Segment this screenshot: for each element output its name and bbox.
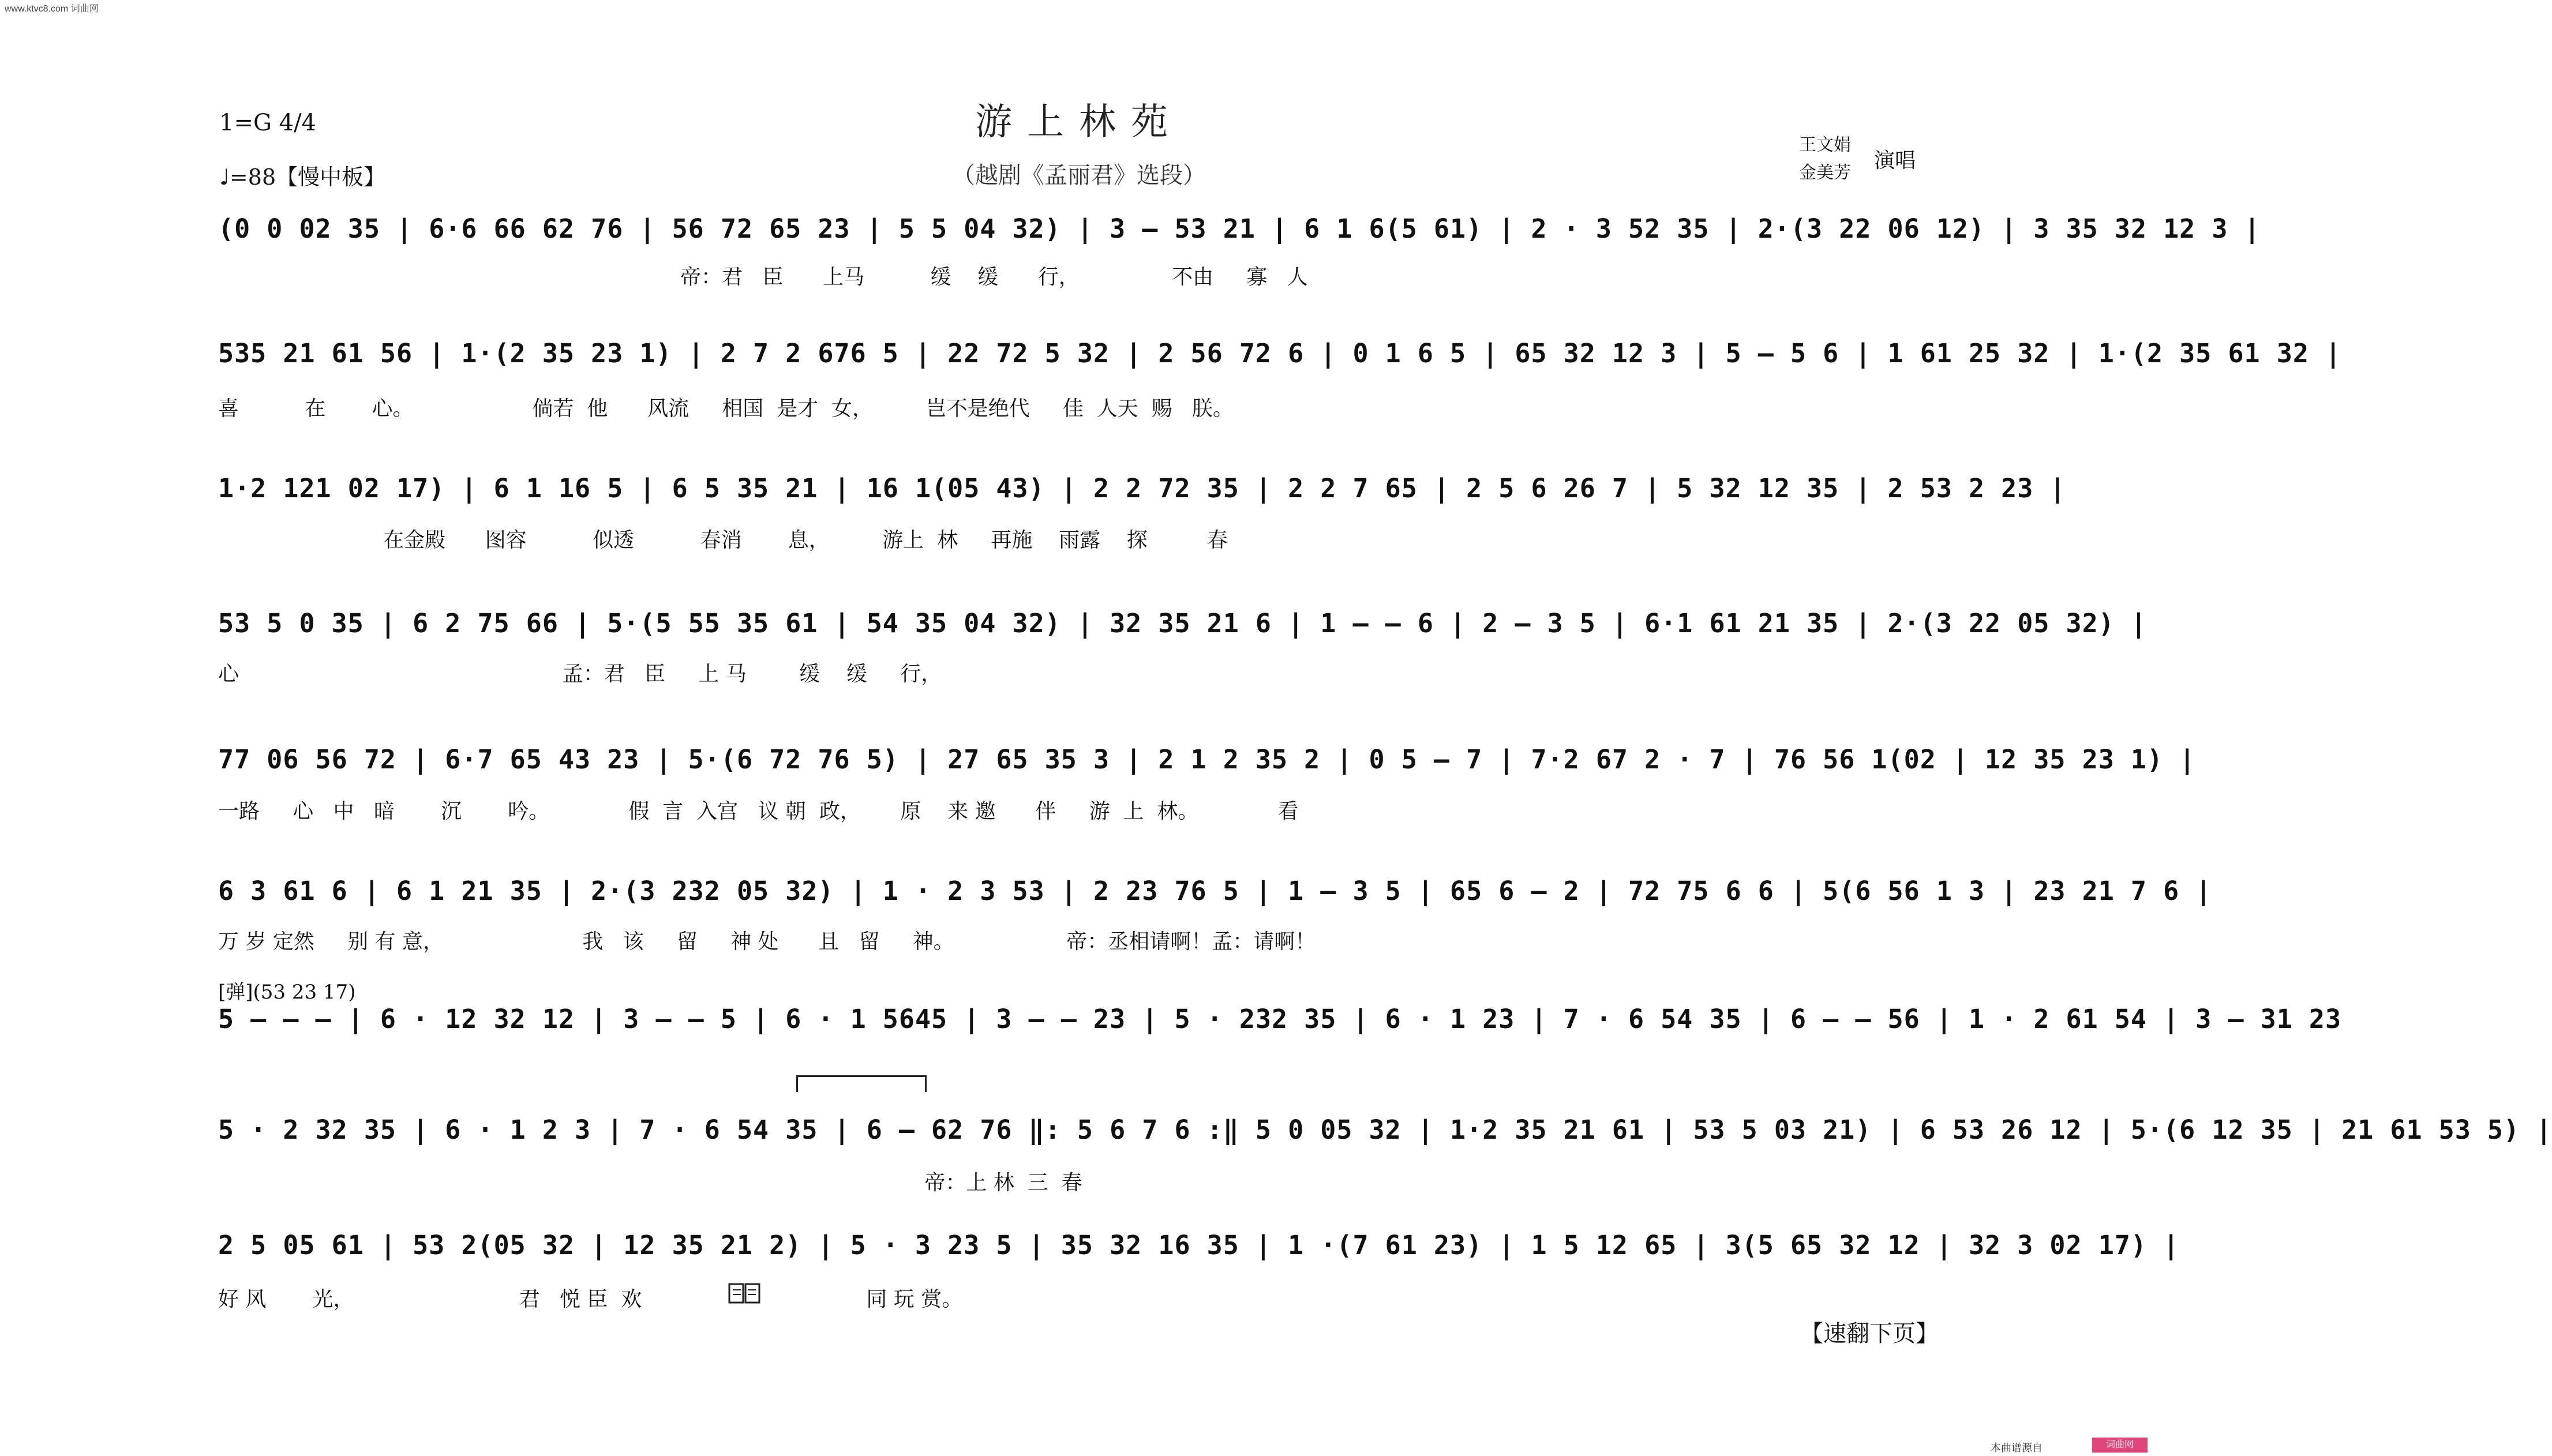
site-watermark: www.ktvc8.com 词曲网 bbox=[5, 4, 99, 14]
score-line-6: 6 3 61 6 | 6 1 21 35 | 2·(3 232 05 32) | 1 · 2 3 53 | 2 23 76 5 | 1 – 3 5 | 65 6 – 2 | 72 75 6 6 | 5(6 56 1 3 | 23 21 7 6 | bbox=[218, 876, 2212, 906]
key-signature: 1=G 4/4 bbox=[219, 110, 317, 136]
singer-1: 王文娟 bbox=[1799, 136, 1851, 155]
lyric-line-3: 在金殿 图容 似透 春消 息， 游上 林 再施 雨露 探 春 bbox=[218, 528, 1228, 552]
lyric-line-2: 喜 在 心。 倘若 他 风流 相国 是才 女， 岂不是绝代 佳 人天 赐 朕。 bbox=[218, 397, 1234, 421]
lyric-line-9: 好 风 光， 君 悦 臣 欢 同 玩 赏。 bbox=[218, 1288, 963, 1311]
score-line-2: 535 21 61 56 | 1·(2 35 23 1) | 2 7 2 676 5 | 22 72 5 32 | 2 56 72 6 | 0 1 6 5 | 65 32 12 3 | 5 – 5 6 | 1 61 25 32 | 1·(2 35 61 32 | bbox=[218, 338, 2342, 369]
score-line-5: 77 06 56 72 | 6·7 65 43 23 | 5·(6 72 76 5) | 27 65 35 3 | 2 1 2 35 2 | 0 5 – 7 | 7·2 67 2 · 7 | 76 56 1(02 | 12 35 23 1) | bbox=[218, 744, 2196, 775]
song-title: 游上林苑 bbox=[975, 101, 1183, 144]
score-line-3: 1·2 121 02 17) | 6 1 16 5 | 6 5 35 21 | 16 1(05 43) | 2 2 72 35 | 2 2 7 65 | 2 5 6 26 7 | 5 32 12 35 | 2 53 2 23 | bbox=[218, 473, 2066, 504]
score-line-8: 5 · 2 32 35 | 6 · 1 2 3 | 7 · 6 54 35 | 6 – 62 76 ‖: 5 6 7 6 :‖ 5 0 05 32 | 1·2 35 21 61 | 53 5 03 21) | 6 53 26 12 | 5·(6 12 35 | 21 61 53 5) | bbox=[218, 1114, 2552, 1145]
lyric-line-5: 一路 心 中 暗 沉 吟。 假 言 入宫 议 朝 政， 原 来 邀 伴 游 上 林。 看 bbox=[218, 800, 1299, 823]
next-page-note: 【速翻下页】 bbox=[1800, 1320, 1939, 1347]
book-icon bbox=[728, 1282, 760, 1305]
lyric-line-8: 帝：上 林 三 春 bbox=[218, 1171, 1082, 1195]
lyric-line-6: 万 岁 定然 别 有 意， 我 该 留 神 处 且 留 神。 帝：丞相请啊！孟：请啊！ bbox=[218, 930, 1316, 954]
sing-label: 演唱 bbox=[1874, 149, 1916, 172]
singer-2: 金美芳 bbox=[1799, 163, 1851, 182]
tempo-marking: ♩=88【慢中板】 bbox=[219, 164, 386, 190]
score-line-9: 2 5 05 61 | 53 2(05 32 | 12 35 21 2) | 5 · 3 23 5 | 35 32 16 35 | 1 ·(7 61 23) | 1 5 12 65 | 3(5 65 32 12 | 32 3 02 17) | bbox=[218, 1230, 2180, 1260]
singers bbox=[1799, 132, 1851, 187]
score-line-7: 5 – – – | 6 · 12 32 12 | 3 – – 5 | 6 · 1 5645 | 3 – – 23 | 5 · 232 35 | 6 · 1 23 | 7 · 6 54 35 | 6 – – 56 | 1 · 2 61 54 | 3 – 31 23 bbox=[218, 1004, 2342, 1034]
score-line-4: 53 5 0 35 | 6 2 75 66 | 5·(5 55 35 61 | 54 35 04 32) | 32 35 21 6 | 1 – – 6 | 2 – 3 5 | 6·1 61 21 35 | 2·(3 22 05 32) | bbox=[218, 608, 2147, 639]
lyric-line-4: 心 孟：君 臣 上 马 缓 缓 行， bbox=[218, 662, 942, 686]
source-mark: 本曲谱源自 bbox=[1991, 1442, 2043, 1454]
song-subtitle: （越剧《孟丽君》选段） bbox=[952, 162, 1206, 189]
lyric-line-1: 帝：君 臣 上马 缓 缓 行， 不由 寡 人 bbox=[218, 265, 1308, 289]
site-logo: 词曲网 bbox=[2092, 1438, 2148, 1453]
instrumental-prefix: [弹](53 23 17) bbox=[218, 981, 356, 1004]
score-line-1: (0 0 02 35 | 6·6 66 62 76 | 56 72 65 23 | 5 5 04 32) | 3 – 53 21 | 6 1 6(5 61) | 2 · 3 52 35 | 2·(3 22 06 12) | 3 35 32 12 3 | bbox=[218, 213, 2261, 244]
repeat-bracket bbox=[796, 1075, 927, 1092]
